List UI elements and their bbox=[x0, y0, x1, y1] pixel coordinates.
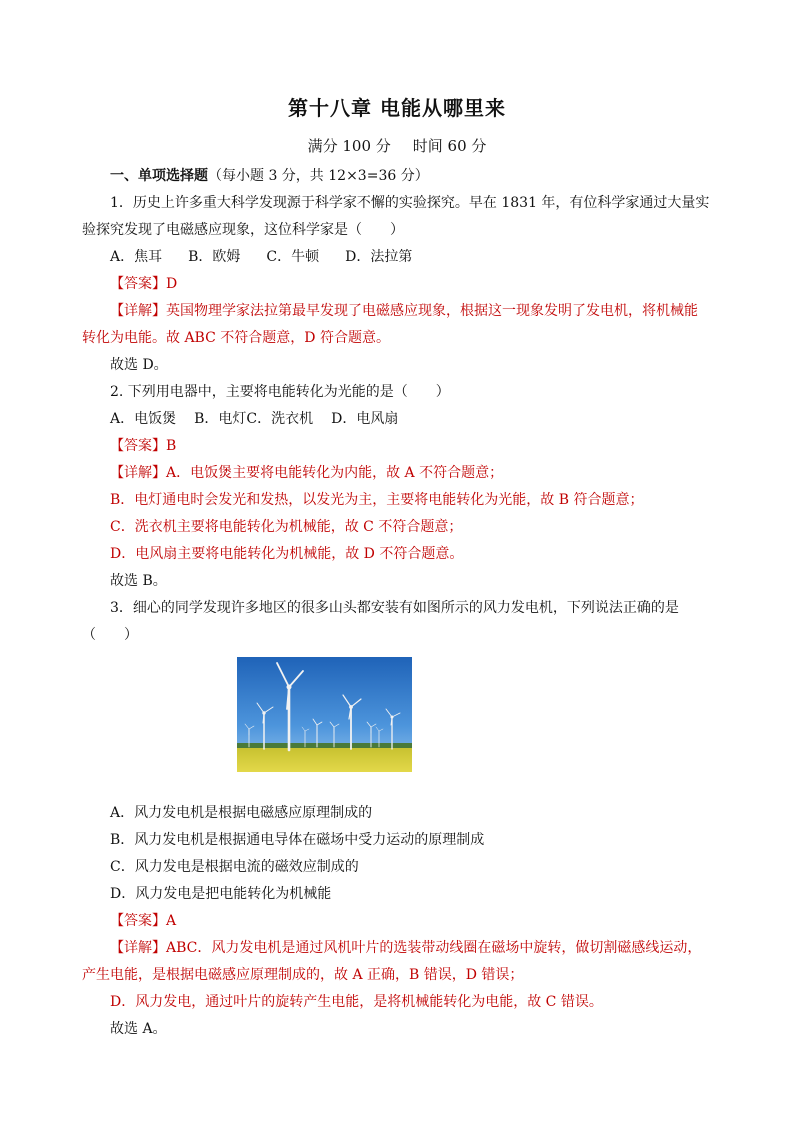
q1-detail-text1: 英国物理学家法拉第最早发现了电磁感应现象，根据这一现象发明了发电机，将机械能 bbox=[166, 303, 698, 319]
q2-option-d: D．电风扇 bbox=[331, 411, 399, 427]
q1-conclusion: 故选 D。 bbox=[110, 357, 168, 373]
wind-turbine-photo bbox=[237, 657, 412, 772]
page-title: 第十八章 电能从哪里来 bbox=[288, 96, 506, 120]
q3-stem-line2: （ ） bbox=[82, 627, 138, 643]
q1-option-c: C．牛顿 bbox=[266, 249, 320, 265]
q2-detail-a bbox=[82, 460, 702, 487]
q2-option-a: A．电饭煲 bbox=[110, 411, 177, 427]
q3-option-d: D．风力发电是把电能转化为机械能 bbox=[110, 886, 332, 902]
q2-stem: 2. 下列用电器中，主要将电能转化为光能的是（ ） bbox=[110, 384, 450, 400]
q2-conclusion: 故选 B。 bbox=[110, 573, 167, 589]
q2-option-b: B．电灯 bbox=[194, 411, 247, 427]
q2-detail-b: B．电灯通电时会发光和发热，以发光为主，主要将电能转化为光能，故 B 符合题意； bbox=[110, 492, 644, 508]
answer-tag: 【答案】 bbox=[110, 276, 166, 292]
q3-option-b: B．风力发电机是根据通电导体在磁场中受力运动的原理制成 bbox=[110, 832, 485, 848]
section-heading bbox=[82, 163, 702, 190]
q1-option-d: D．法拉第 bbox=[345, 249, 413, 265]
document-body bbox=[82, 163, 710, 1043]
q2-detail-a-text: A．电饭煲主要将电能转化为内能，故 A 不符合题意； bbox=[166, 465, 504, 481]
q1-option-b: B．欧姆 bbox=[188, 249, 241, 265]
q1-detail-line2: 转化为电能。故 ABC 不符合题意，D 符合题意。 bbox=[82, 330, 390, 346]
exam-info bbox=[0, 135, 794, 157]
q2-answer bbox=[82, 433, 702, 460]
q2-detail-c: C．洗衣机主要将电能转化为机械能，故 C 不符合题意； bbox=[110, 519, 463, 535]
q1-answer bbox=[82, 271, 702, 298]
q3-stem-line1: 3．细心的同学发现许多地区的很多山头都安装有如图所示的风力发电机，下列说法正确的是 bbox=[110, 600, 679, 616]
q3-option-a: A．风力发电机是根据电磁感应原理制成的 bbox=[110, 805, 373, 821]
q3-detail-text1: ABC．风力发电机是通过风机叶片的选装带动线圈在磁场中旋转，做切割磁感线运动， bbox=[166, 940, 702, 956]
q1-options bbox=[82, 244, 702, 271]
q1-answer-value: D bbox=[166, 276, 178, 292]
q1-stem-line2: 验探究发现了电磁感应现象，这位科学家是（ ） bbox=[82, 222, 404, 238]
q3-conclusion: 故选 A。 bbox=[110, 1021, 167, 1037]
q3-answer bbox=[82, 908, 702, 935]
q2-option-c: C．洗衣机 bbox=[246, 411, 314, 427]
q3-detail-line3: D．风力发电，通过叶片的旋转产生电能，是将机械能转化为电能，故 C 错误。 bbox=[110, 994, 603, 1010]
q2-detail-d: D．电风扇主要将电能转化为机械能，故 D 不符合题意。 bbox=[110, 546, 464, 562]
detail-tag: 【详解】 bbox=[110, 940, 166, 956]
q1-detail-line1 bbox=[82, 298, 702, 325]
exam-time: 时间 60 分 bbox=[412, 137, 487, 155]
q3-option-c: C．风力发电是根据电流的磁效应制成的 bbox=[110, 859, 359, 875]
detail-tag: 【详解】 bbox=[110, 303, 166, 319]
answer-tag: 【答案】 bbox=[110, 913, 166, 929]
section-title: 一、单项选择题 bbox=[110, 168, 208, 184]
detail-tag: 【详解】 bbox=[110, 465, 166, 481]
wind-turbine-illustration bbox=[237, 657, 412, 772]
q3-detail-line1 bbox=[82, 935, 702, 962]
q2-answer-value: B bbox=[166, 438, 177, 454]
q3-detail-line2: 产生电能，是根据电磁感应原理制成的，故 A 正确，B 错误，D 错误； bbox=[82, 967, 524, 983]
answer-tag: 【答案】 bbox=[110, 438, 166, 454]
q2-options bbox=[82, 406, 702, 433]
q1-stem-line1: 1．历史上许多重大科学发现源于科学家不懈的实验探究。早在 1831 年，有位科学家通过大量实 bbox=[110, 195, 710, 211]
q3-answer-value: A bbox=[166, 913, 177, 929]
q1-option-a: A．焦耳 bbox=[110, 249, 163, 265]
section-note: （每小题 3 分，共 12×3=36 分） bbox=[208, 168, 429, 184]
full-score: 满分 100 分 bbox=[307, 137, 391, 155]
